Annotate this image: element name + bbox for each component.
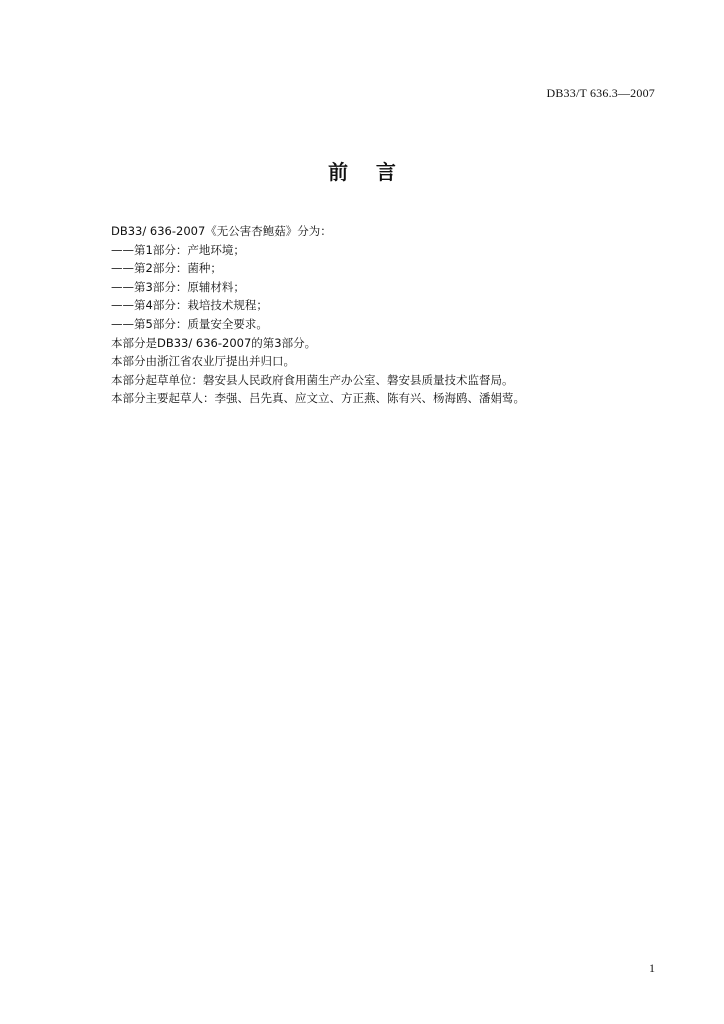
foreword-line-this-part: 本部分是DB33/ 636-2007的第3部分。 [111, 335, 317, 350]
foreword-line-part-4: ——第4部分：栽培技术规程； [111, 298, 268, 313]
foreword-line-part-2: ——第2部分：菌种； [111, 261, 222, 276]
foreword-line-drafters: 本部分主要起草人：李强、吕先真、应文立、方正燕、陈有兴、杨海鸥、潘娟莺。 [111, 391, 525, 406]
foreword-line-part-3: ——第3部分：原辅材料； [111, 279, 245, 294]
page-number: 1 [649, 961, 655, 975]
foreword-body [111, 222, 651, 408]
foreword-line-drafting-units: 本部分起草单位：磐安县人民政府食用菌生产办公室、磐安县质量技术监督局。 [111, 372, 514, 387]
foreword-line-part-5: ——第5部分：质量安全要求。 [111, 316, 268, 331]
foreword-line-part-1: ——第1部分：产地环境； [111, 242, 245, 257]
document-code: DB33/T 636.3—2007 [546, 86, 655, 100]
page-title: 前 言 [328, 160, 396, 184]
foreword-line-series: DB33/ 636-2007《无公害杏鲍菇》分为： [111, 224, 332, 238]
foreword-line-proposer: 本部分由浙江省农业厅提出并归口。 [111, 354, 295, 369]
